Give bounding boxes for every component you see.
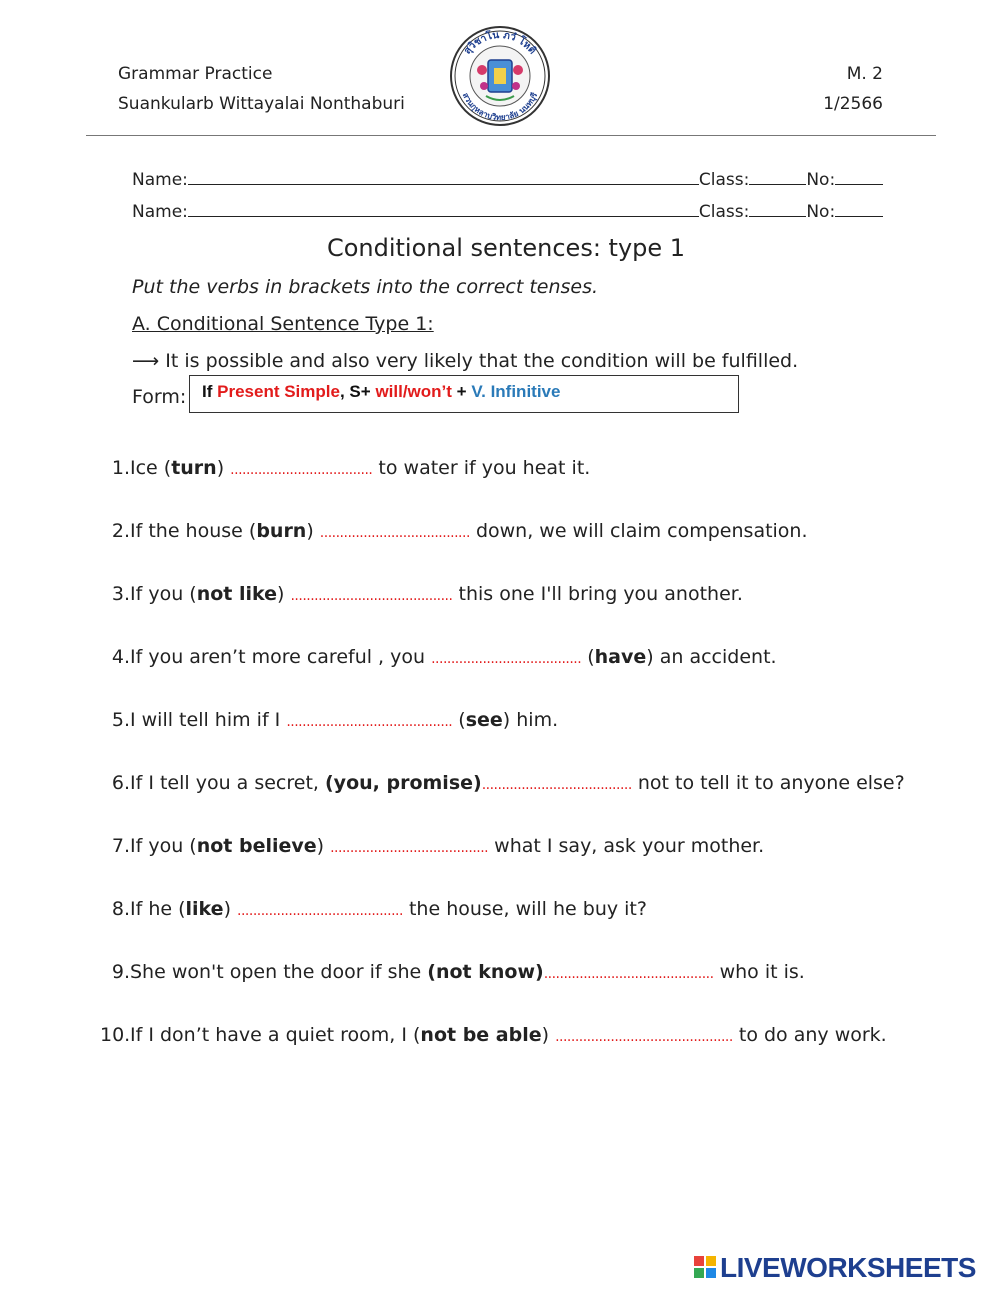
liveworksheets-icon [694, 1256, 718, 1280]
form-present-simple: Present Simple [217, 382, 340, 401]
header-title: Grammar Practice [118, 64, 273, 84]
name-label: Name: [132, 170, 188, 190]
answer-blank[interactable]: ......................................... [290, 588, 453, 604]
verb-cue: see [465, 709, 503, 731]
name-field[interactable] [188, 202, 699, 217]
no-field[interactable] [835, 170, 883, 185]
question-text: ) an accident. [646, 646, 777, 668]
question-text: ( [581, 646, 595, 668]
no-label: No: [806, 202, 836, 222]
liveworksheets-logo[interactable] [694, 1252, 976, 1284]
school-name: Suankularb Wittayalai Nonthaburi [118, 94, 405, 114]
question-text: not to tell it to anyone else? [631, 772, 905, 794]
question-text: If I tell you a secret, [130, 772, 325, 794]
seal-motto: สุวิชาโน ภวํ โหติ [462, 29, 538, 57]
name-field[interactable] [188, 170, 699, 185]
question-number: 6. [111, 772, 130, 794]
question-6 [100, 772, 905, 794]
arrow-icon: ⟶ [132, 350, 160, 372]
form-label: Form: [132, 386, 187, 408]
question-8 [100, 898, 647, 920]
answer-blank[interactable]: ............................................. [555, 1029, 733, 1045]
question-5 [100, 709, 558, 731]
question-text: ) [216, 457, 231, 479]
question-text: ) him. [502, 709, 559, 731]
form-box [189, 375, 739, 413]
verb-cue: not like [196, 583, 278, 605]
question-text: If the house ( [130, 520, 257, 542]
description-text: It is possible and also very likely that the condition will be fulfilled. [165, 350, 799, 372]
question-text: ) [306, 520, 320, 542]
question-text: If he ( [130, 898, 186, 920]
question-text: ) [277, 583, 291, 605]
class-field[interactable] [749, 170, 806, 185]
question-text: ( [452, 709, 466, 731]
answer-blank[interactable]: ...................................... [481, 777, 632, 793]
question-10 [100, 1024, 887, 1046]
verb-cue: not be able [420, 1024, 542, 1046]
question-text: Ice ( [130, 457, 172, 479]
question-1 [100, 457, 590, 479]
question-number: 7. [111, 835, 130, 857]
form-if: If [202, 382, 213, 401]
school-seal [448, 24, 552, 128]
class-label: Class: [698, 170, 750, 190]
answer-blank[interactable]: .................................... [230, 462, 373, 478]
answer-blank[interactable]: ...................................... [319, 525, 470, 541]
term-year: 1/2566 [823, 94, 883, 114]
question-number: 10. [100, 1024, 131, 1046]
question-number: 8. [111, 898, 130, 920]
question-text: the house, will he buy it? [402, 898, 647, 920]
form-comma: , [339, 382, 345, 401]
question-text: to water if you heat it. [372, 457, 591, 479]
question-text: If you ( [130, 583, 197, 605]
rule-description [132, 350, 798, 372]
question-number: 9. [111, 961, 130, 983]
header-divider [86, 135, 936, 136]
question-number: 3. [111, 583, 130, 605]
question-text: If I don’t have a quiet room, I ( [130, 1024, 421, 1046]
question-text: to do any work. [732, 1024, 887, 1046]
question-text: who it is. [713, 961, 805, 983]
question-number: 4. [111, 646, 130, 668]
question-number: 2. [111, 520, 130, 542]
seal-school-name: สวนกุหลาบวิทยาลัย นนทบุรี [460, 91, 540, 123]
question-9 [100, 961, 805, 983]
grade-level: M. 2 [846, 64, 883, 84]
verb-cue: (not know) [427, 961, 544, 983]
answer-blank[interactable]: ...................................... [431, 651, 582, 667]
question-number: 1. [111, 457, 130, 479]
question-text: what I say, ask your mother. [488, 835, 765, 857]
question-text: down, we will claim compensation. [469, 520, 808, 542]
answer-blank[interactable]: .......................................... [286, 714, 453, 730]
no-label: No: [806, 170, 836, 190]
question-text: If you ( [130, 835, 197, 857]
form-plus: + [456, 382, 467, 401]
form-subject: S+ [349, 382, 371, 401]
answer-blank[interactable]: ........................................ [330, 840, 489, 856]
verb-cue: have [594, 646, 647, 668]
name-row-1 [132, 170, 883, 190]
question-text: this one I'll bring you another. [452, 583, 743, 605]
answer-blank[interactable]: ........................................... [543, 966, 714, 982]
page-title: Conditional sentences: type 1 [326, 234, 686, 262]
question-text: If you aren’t more careful , you [130, 646, 432, 668]
verb-cue: not believe [196, 835, 317, 857]
name-label: Name: [132, 202, 188, 222]
question-text: ) [223, 898, 238, 920]
name-row-2 [132, 202, 883, 222]
section-heading: A. Conditional Sentence Type 1: [132, 313, 434, 335]
logo-text: LIVEWORKSHEETS [720, 1252, 976, 1283]
class-label: Class: [698, 202, 750, 222]
question-number: 5. [111, 709, 130, 731]
question-3 [100, 583, 743, 605]
verb-cue: burn [256, 520, 307, 542]
question-2 [100, 520, 808, 542]
question-text: She won't open the door if she [130, 961, 428, 983]
question-7 [100, 835, 764, 857]
question-4 [100, 646, 777, 668]
verb-cue: (you, promise) [325, 772, 482, 794]
form-will-wont: will/won’t [375, 382, 452, 401]
no-field[interactable] [835, 202, 883, 217]
class-field[interactable] [749, 202, 806, 217]
verb-cue: like [185, 898, 224, 920]
answer-blank[interactable]: .......................................... [237, 903, 403, 919]
question-text: ) [316, 835, 331, 857]
question-text: I will tell him if I [130, 709, 287, 731]
verb-cue: turn [171, 457, 217, 479]
instructions: Put the verbs in brackets into the correct tenses. [132, 276, 599, 298]
question-text: ) [541, 1024, 556, 1046]
form-infinitive: V. Infinitive [471, 382, 561, 401]
